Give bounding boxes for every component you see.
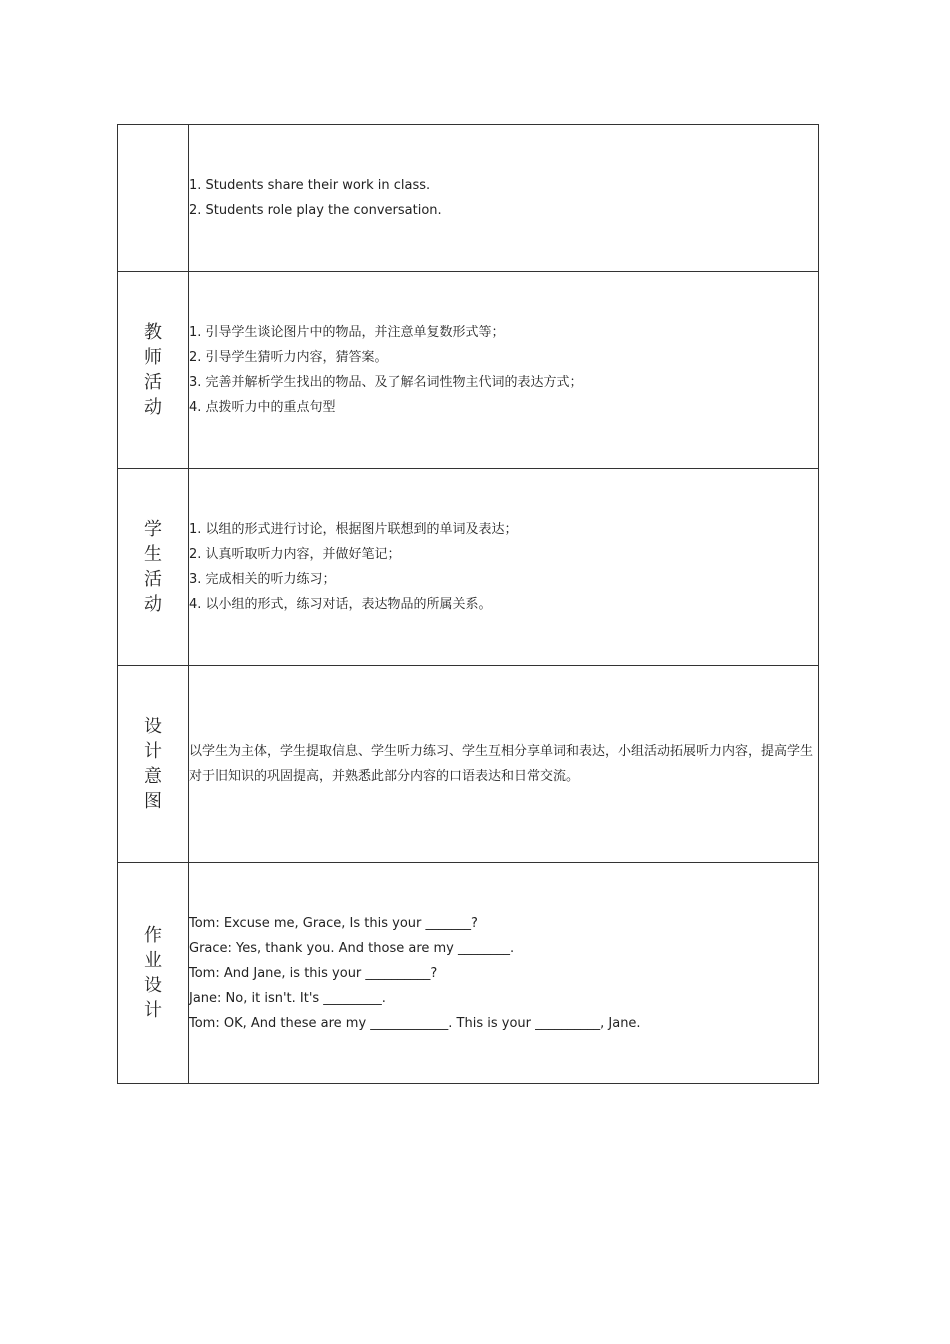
label-char: 设 <box>144 975 162 996</box>
label-char: 图 <box>144 791 162 812</box>
label-char: 动 <box>144 397 162 418</box>
row-label-teacher-activity <box>118 272 189 469</box>
label-char: 动 <box>144 594 162 615</box>
label-char: 作 <box>144 925 162 946</box>
label-char: 业 <box>144 950 162 971</box>
row-label-empty <box>118 125 189 272</box>
content-line: Jane: No, it isn't. It's _________. <box>189 990 386 1006</box>
row-content-teacher-activity <box>189 272 819 469</box>
content-line: 3. 完成相关的听力练习； <box>189 572 336 587</box>
row-content-work-share <box>189 125 819 272</box>
content-line: 1. Students share their work in class. <box>189 178 431 193</box>
row-label-homework-design <box>118 863 189 1084</box>
content-line: Tom: OK, And these are my ____________. This is your __________, Jane. <box>189 1015 641 1031</box>
label-char: 生 <box>144 544 162 565</box>
content-line: 1. 引导学生谈论图片中的物品，并注意单复数形式等； <box>189 325 505 340</box>
content-line: 3. 完善并解析学生找出的物品、及了解名词性物主代词的表达方式； <box>189 375 583 390</box>
label-char: 师 <box>144 347 162 368</box>
table-row-teacher-activity <box>118 272 819 469</box>
label-char: 活 <box>144 569 162 590</box>
lesson-plan-table <box>117 124 819 1084</box>
label-char: 计 <box>144 1000 162 1021</box>
label-char: 意 <box>144 766 162 787</box>
table-row-homework-design <box>118 863 819 1084</box>
label-char: 活 <box>144 372 162 393</box>
label-char: 学 <box>144 519 162 540</box>
row-content-homework-design <box>189 863 819 1084</box>
content-line: 2. Students role play the conversation. <box>189 203 442 218</box>
row-content-student-activity <box>189 469 819 666</box>
content-line: 2. 认真听取听力内容，并做好笔记； <box>189 547 401 562</box>
label-char: 教 <box>144 322 162 343</box>
content-line: Tom: Excuse me, Grace, Is this your _______? <box>189 915 478 931</box>
content-line: 2. 引导学生猜听力内容，猜答案。 <box>189 350 388 365</box>
row-label-design-intent <box>118 666 189 863</box>
table-row-work-share <box>118 125 819 272</box>
label-char: 计 <box>144 741 162 762</box>
row-content-design-intent <box>189 666 819 863</box>
content-line: Grace: Yes, thank you. And those are my ________. <box>189 940 515 956</box>
table-row-design-intent <box>118 666 819 863</box>
row-label-student-activity <box>118 469 189 666</box>
label-char: 设 <box>144 716 162 737</box>
content-line: 4. 以小组的形式，练习对话，表达物品的所属关系。 <box>189 597 492 612</box>
content-line: 4. 点拨听力中的重点句型 <box>189 400 336 415</box>
content-line: Tom: And Jane, is this your __________? <box>189 965 438 981</box>
table-row-student-activity <box>118 469 819 666</box>
content-paragraph: 以学生为主体，学生提取信息、学生听力练习、学生互相分享单词和表达，小组活动拓展听力内容，提高学生对于旧知识的巩固提高，并熟悉此部分内容的口语表达和日常交流。 <box>189 744 814 784</box>
content-line: 1. 以组的形式进行讨论，根据图片联想到的单词及表达； <box>189 522 518 537</box>
